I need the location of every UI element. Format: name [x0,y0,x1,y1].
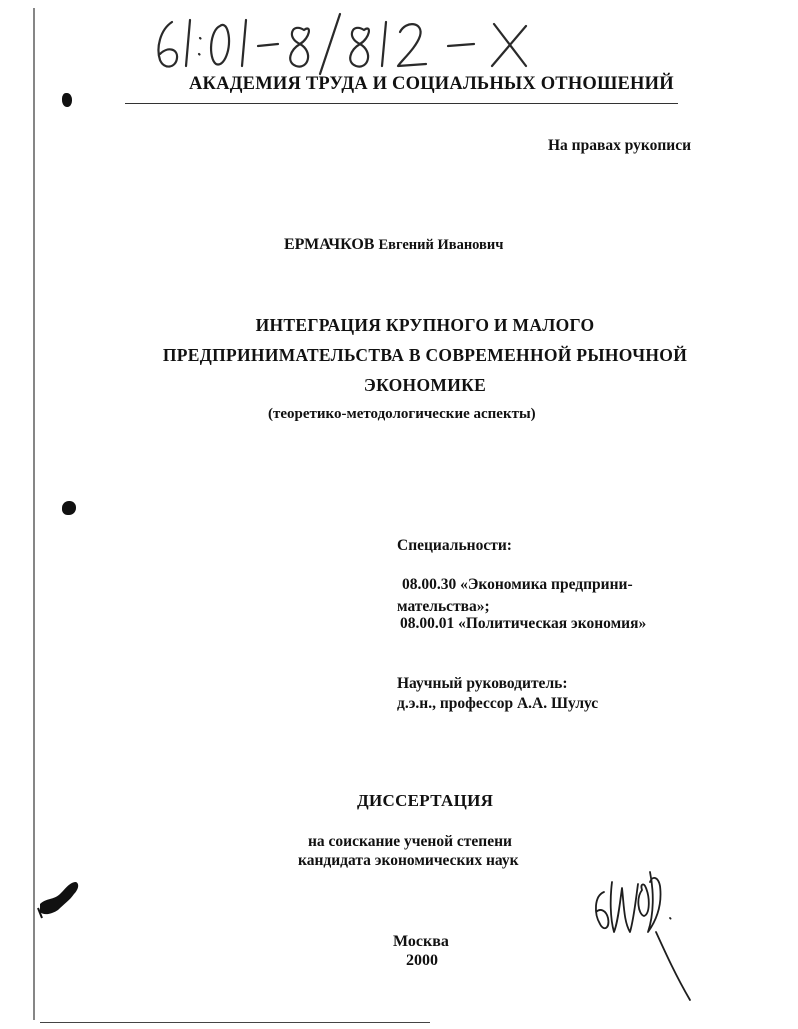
author-given-names: Евгений Иванович [378,237,504,253]
scan-left-edge [33,8,35,1020]
handwritten-signature [590,862,700,1004]
title-line-3: ЭКОНОМИКЕ [363,375,487,395]
title-line-1: ИНТЕГРАЦИЯ КРУПНОГО И МАЛОГО [255,315,595,335]
degree-line-2: кандидата экономических наук [298,852,519,869]
header-divider [125,103,678,104]
punch-hole-mark-middle [62,501,76,515]
specialty-line-2: мательства»; [397,598,490,615]
year: 2000 [406,952,438,969]
author-line [284,236,503,254]
title-line-2: ПРЕДПРИНИМАТЕЛЬСТВА В СОВРЕМЕННОЙ РЫНОЧНОЙ [162,345,688,365]
supervisor-name: д.э.н., профессор А.А. Шулус [397,695,599,712]
degree-line-1: на соискание ученой степени [308,833,512,850]
supervisor-heading: Научный руководитель: [397,675,568,692]
handwritten-archive-code [150,8,580,78]
bottom-scan-line [40,1022,430,1023]
author-surname: ЕРМАЧКОВ [284,236,375,253]
institution-name: АКАДЕМИЯ ТРУДА И СОЦИАЛЬНЫХ ОТНОШЕНИЙ [189,74,674,94]
document-type: ДИССЕРТАЦИЯ [357,791,494,810]
punch-hole-mark-top [62,93,72,107]
city: Москва [393,933,449,950]
specialties-heading: Специальности: [397,537,512,554]
manuscript-note: На правах рукописи [548,137,692,154]
title-subtitle: (теоретико-методологические аспекты) [268,406,536,422]
specialty-line-3: 08.00.01 «Политическая экономия» [400,615,647,632]
ink-blot-mark [36,878,86,920]
specialty-line-1: 08.00.30 «Экономика предприни- [402,576,633,593]
